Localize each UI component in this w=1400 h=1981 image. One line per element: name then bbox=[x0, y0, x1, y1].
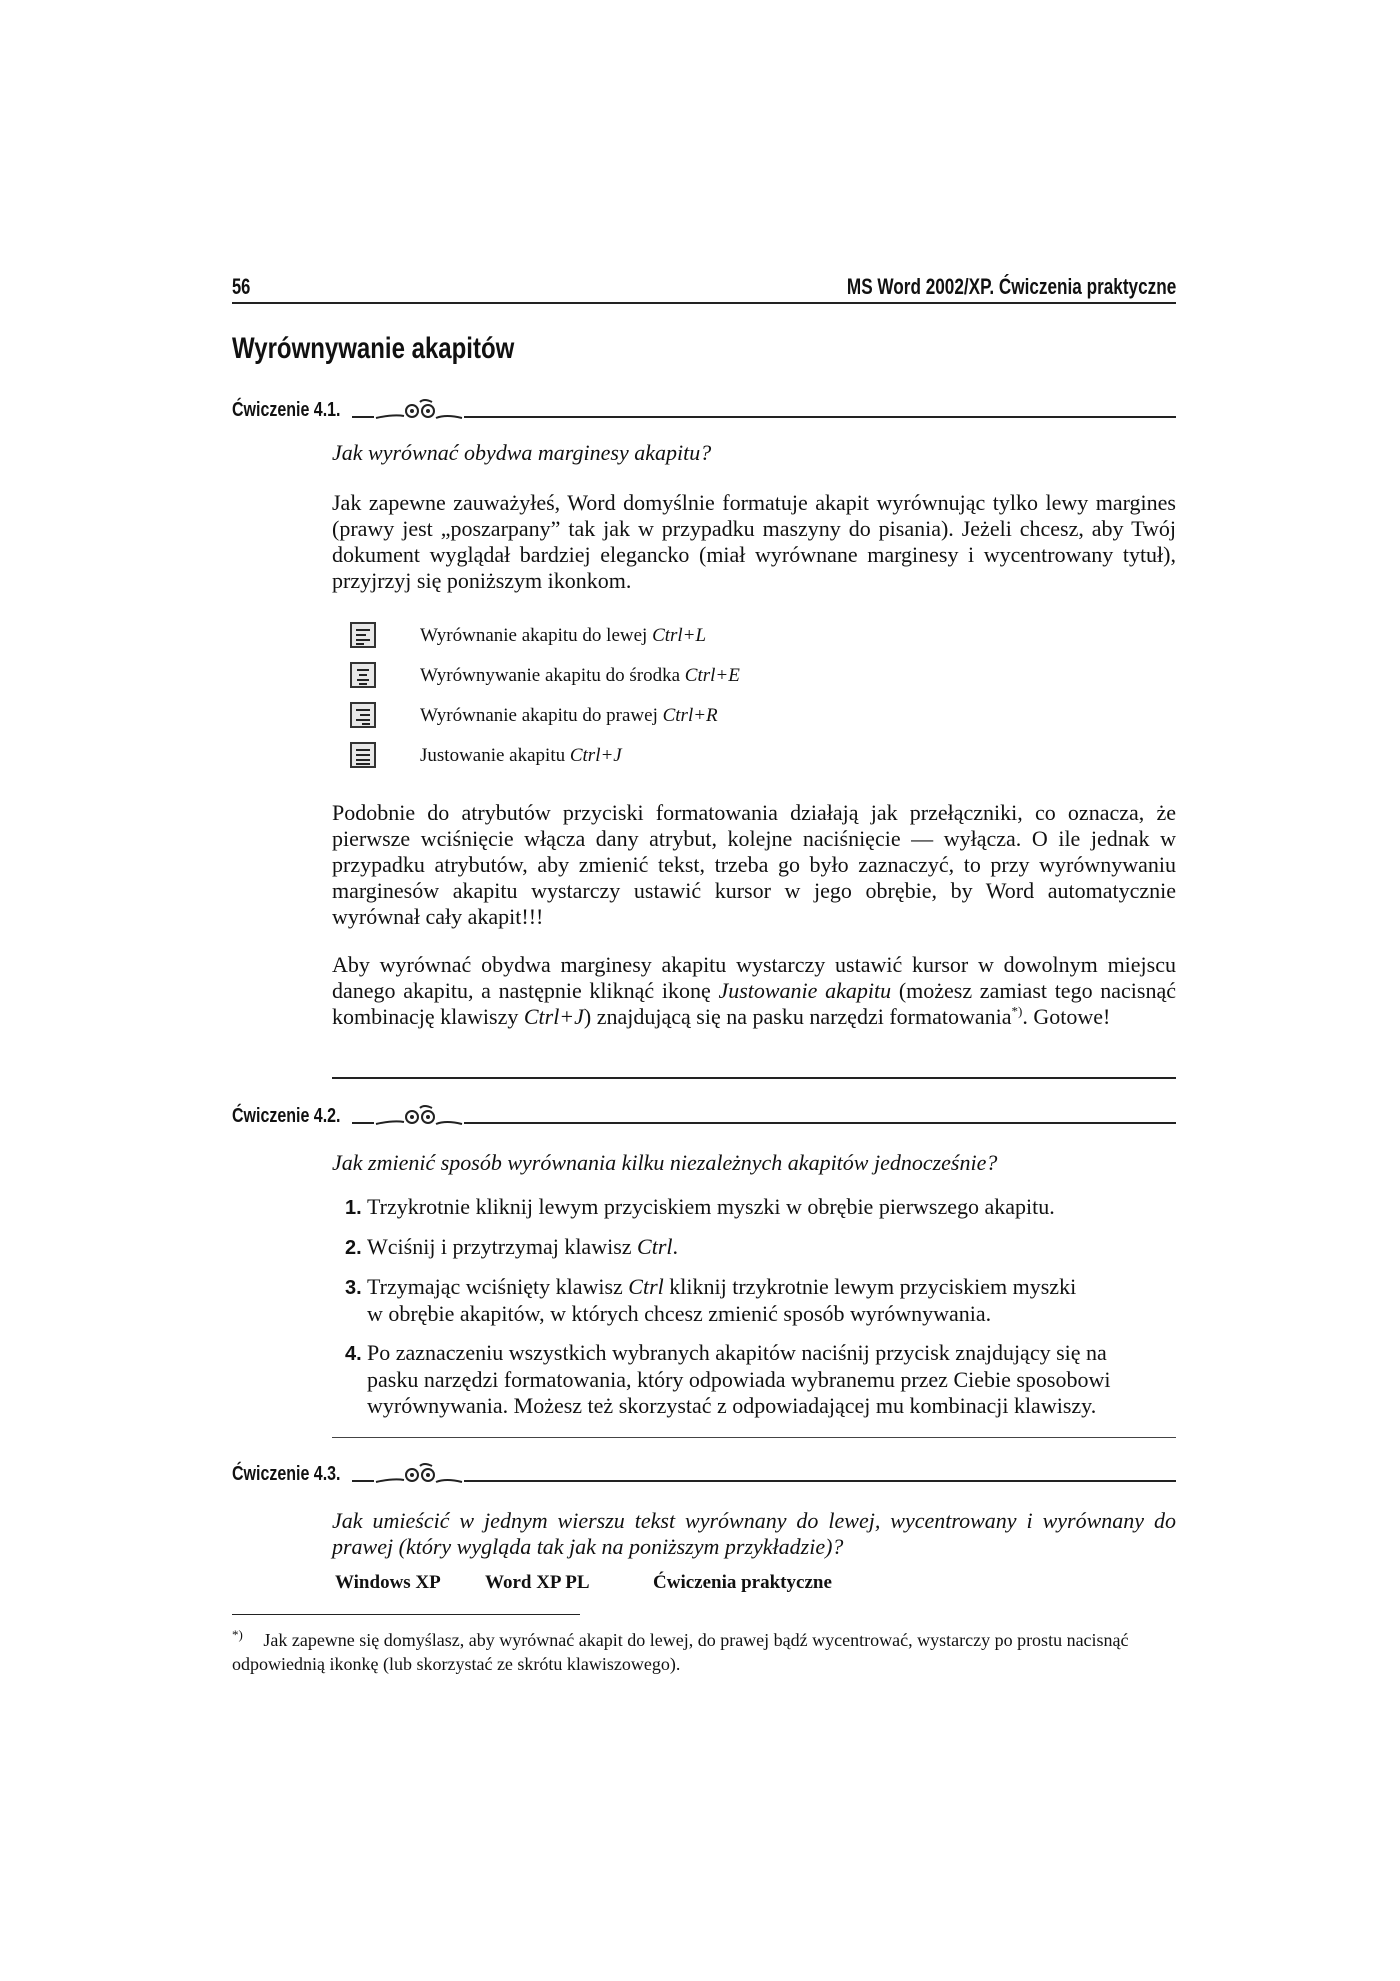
rule bbox=[352, 1122, 374, 1124]
list-item: 2. Wciśnij i przytrzymaj klawisz Ctrl. bbox=[345, 1234, 678, 1259]
align-center-icon[interactable] bbox=[350, 662, 376, 688]
exercise-label: Ćwiczenie 4.3. bbox=[232, 1463, 341, 1485]
page-number: 56 bbox=[232, 274, 251, 299]
exercise-question: Jak umieścić w jednym wierszu tekst wyrównany do lewej, wycentrowany i wyrównany do prawej (który wygląda tak jak na poniższym przykładzie)? bbox=[332, 1508, 1176, 1559]
list-item: 3. Trzymając wciśnięty klawisz Ctrl kliknij trzykrotnie lewym przyciskiem myszki w obrębie akapitów, w których chcesz zmienić sposób wyrównywania. bbox=[345, 1274, 1077, 1326]
align-right-icon[interactable] bbox=[350, 702, 376, 728]
rule bbox=[464, 1480, 1176, 1482]
footnote-ref: *) bbox=[1011, 1003, 1023, 1019]
icon-label: Justowanie akapitu bbox=[420, 745, 570, 766]
icon-row-align-right bbox=[350, 702, 1050, 734]
rule bbox=[464, 416, 1176, 418]
icon-label: Wyrównywanie akapitu do środka bbox=[420, 665, 685, 686]
paragraph-justify: Aby wyrównać obydwa marginesy akapitu wystarczy ustawić kursor w dowolnym miejscu danego akapitu, a następnie kliknąć ikonę Justowanie akapitu (możesz zamiast tego nacisnąć kombinację klawiszy Ctrl+J) znajdującą się na pasku narzędzi formatowania*). Gotowe! bbox=[332, 952, 1176, 1029]
footnote-text: Jak zapewne się domyślasz, aby wyrównać akapit do lewej, do prawej bądź wycentrować, wystarczy po prostu nacisnąć odpowiednią ikonkę (lub skorzystać ze skrótu klawiszowego). bbox=[232, 1630, 1129, 1674]
exercise-question: Jak wyrównać obydwa marginesy akapitu? bbox=[332, 440, 712, 465]
book-title: MS Word 2002/XP. Ćwiczenia praktyczne bbox=[846, 274, 1176, 299]
exercise-label: Ćwiczenie 4.1. bbox=[232, 399, 341, 421]
shortcut: Ctrl+L bbox=[652, 625, 707, 646]
ornament-icon bbox=[374, 398, 464, 424]
rule bbox=[352, 416, 374, 418]
icon-label: Wyrównanie akapitu do prawej bbox=[420, 705, 663, 726]
exercise-header-4-1 bbox=[232, 396, 1176, 426]
list-item: 1. Trzykrotnie kliknij lewym przyciskiem myszki w obrębie pierwszego akapitu. bbox=[345, 1194, 1055, 1219]
example-center: Word XP PL bbox=[485, 1572, 590, 1593]
icon-row-align-left bbox=[350, 622, 1050, 654]
rule bbox=[352, 1480, 374, 1482]
paragraph-toggle-buttons: Podobnie do atrybutów przyciski formatowania działają jak przełączniki, co oznacza, że pierwsze wciśnięcie włącza dany atrybut, kolejne naciśnięcie — wyłącza. O ile jednak w przypadku atrybutów, aby zmienić tekst, trzeba go było zaznaczyć, to przy wyrównywaniu marginesów akapitu wystarczy ustawić kursor w jego obrębie, by Word automatycznie wyrównał cały akapit!!! bbox=[332, 800, 1176, 929]
footnote-rule bbox=[232, 1614, 580, 1615]
footnote bbox=[232, 1628, 1176, 1676]
align-justify-icon[interactable] bbox=[350, 742, 376, 768]
shortcut: Ctrl+R bbox=[662, 705, 718, 726]
exercise-label: Ćwiczenie 4.2. bbox=[232, 1105, 341, 1127]
running-header bbox=[232, 272, 1176, 304]
icon-row-align-center bbox=[350, 662, 1050, 694]
footnote-mark: *) bbox=[232, 1627, 243, 1642]
shortcut: Ctrl+J bbox=[569, 745, 622, 766]
intro-paragraph: Jak zapewne zauważyłeś, Word domyślnie formatuje akapit wyrównując tylko lewy margines (prawy jest „poszarpany” tak jak w przypadku maszyny do pisania). Jeżeli chcesz, aby Twój dokument wyglądał bardziej elegancko (miał wyrównane marginesy i wycentrowany tytuł), przyjrzyj się poniższym ikonkom. bbox=[332, 490, 1176, 593]
shortcut: Ctrl+E bbox=[684, 665, 740, 686]
exercise-header-4-2 bbox=[232, 1102, 1176, 1132]
ornament-icon bbox=[374, 1104, 464, 1130]
list-item: 4. Po zaznaczeniu wszystkich wybranych akapitów naciśnij przycisk znajdujący się na pasku narzędzi formatowania, który odpowiada wybranemu przez Ciebie sposobowi wyrównywania. Możesz też skorzystać z odpowiadającej mu kombinacji klawiszy. bbox=[345, 1340, 1111, 1418]
icon-row-align-justify bbox=[350, 742, 1050, 774]
example-right: Ćwiczenia praktyczne bbox=[653, 1572, 832, 1593]
example-left: Windows XP bbox=[335, 1572, 441, 1593]
ornament-icon bbox=[374, 1462, 464, 1488]
section-title: Wyrównywanie akapitów bbox=[232, 332, 515, 365]
rule bbox=[464, 1122, 1176, 1124]
align-left-icon[interactable] bbox=[350, 622, 376, 648]
exercise-question: Jak zmienić sposób wyrównania kilku niezależnych akapitów jednocześnie? bbox=[332, 1150, 998, 1175]
icon-label: Wyrównanie akapitu do lewej bbox=[420, 625, 653, 646]
exercise-end-rule bbox=[332, 1077, 1176, 1079]
exercise-header-4-3 bbox=[232, 1460, 1176, 1490]
exercise-end-rule bbox=[332, 1437, 1176, 1438]
